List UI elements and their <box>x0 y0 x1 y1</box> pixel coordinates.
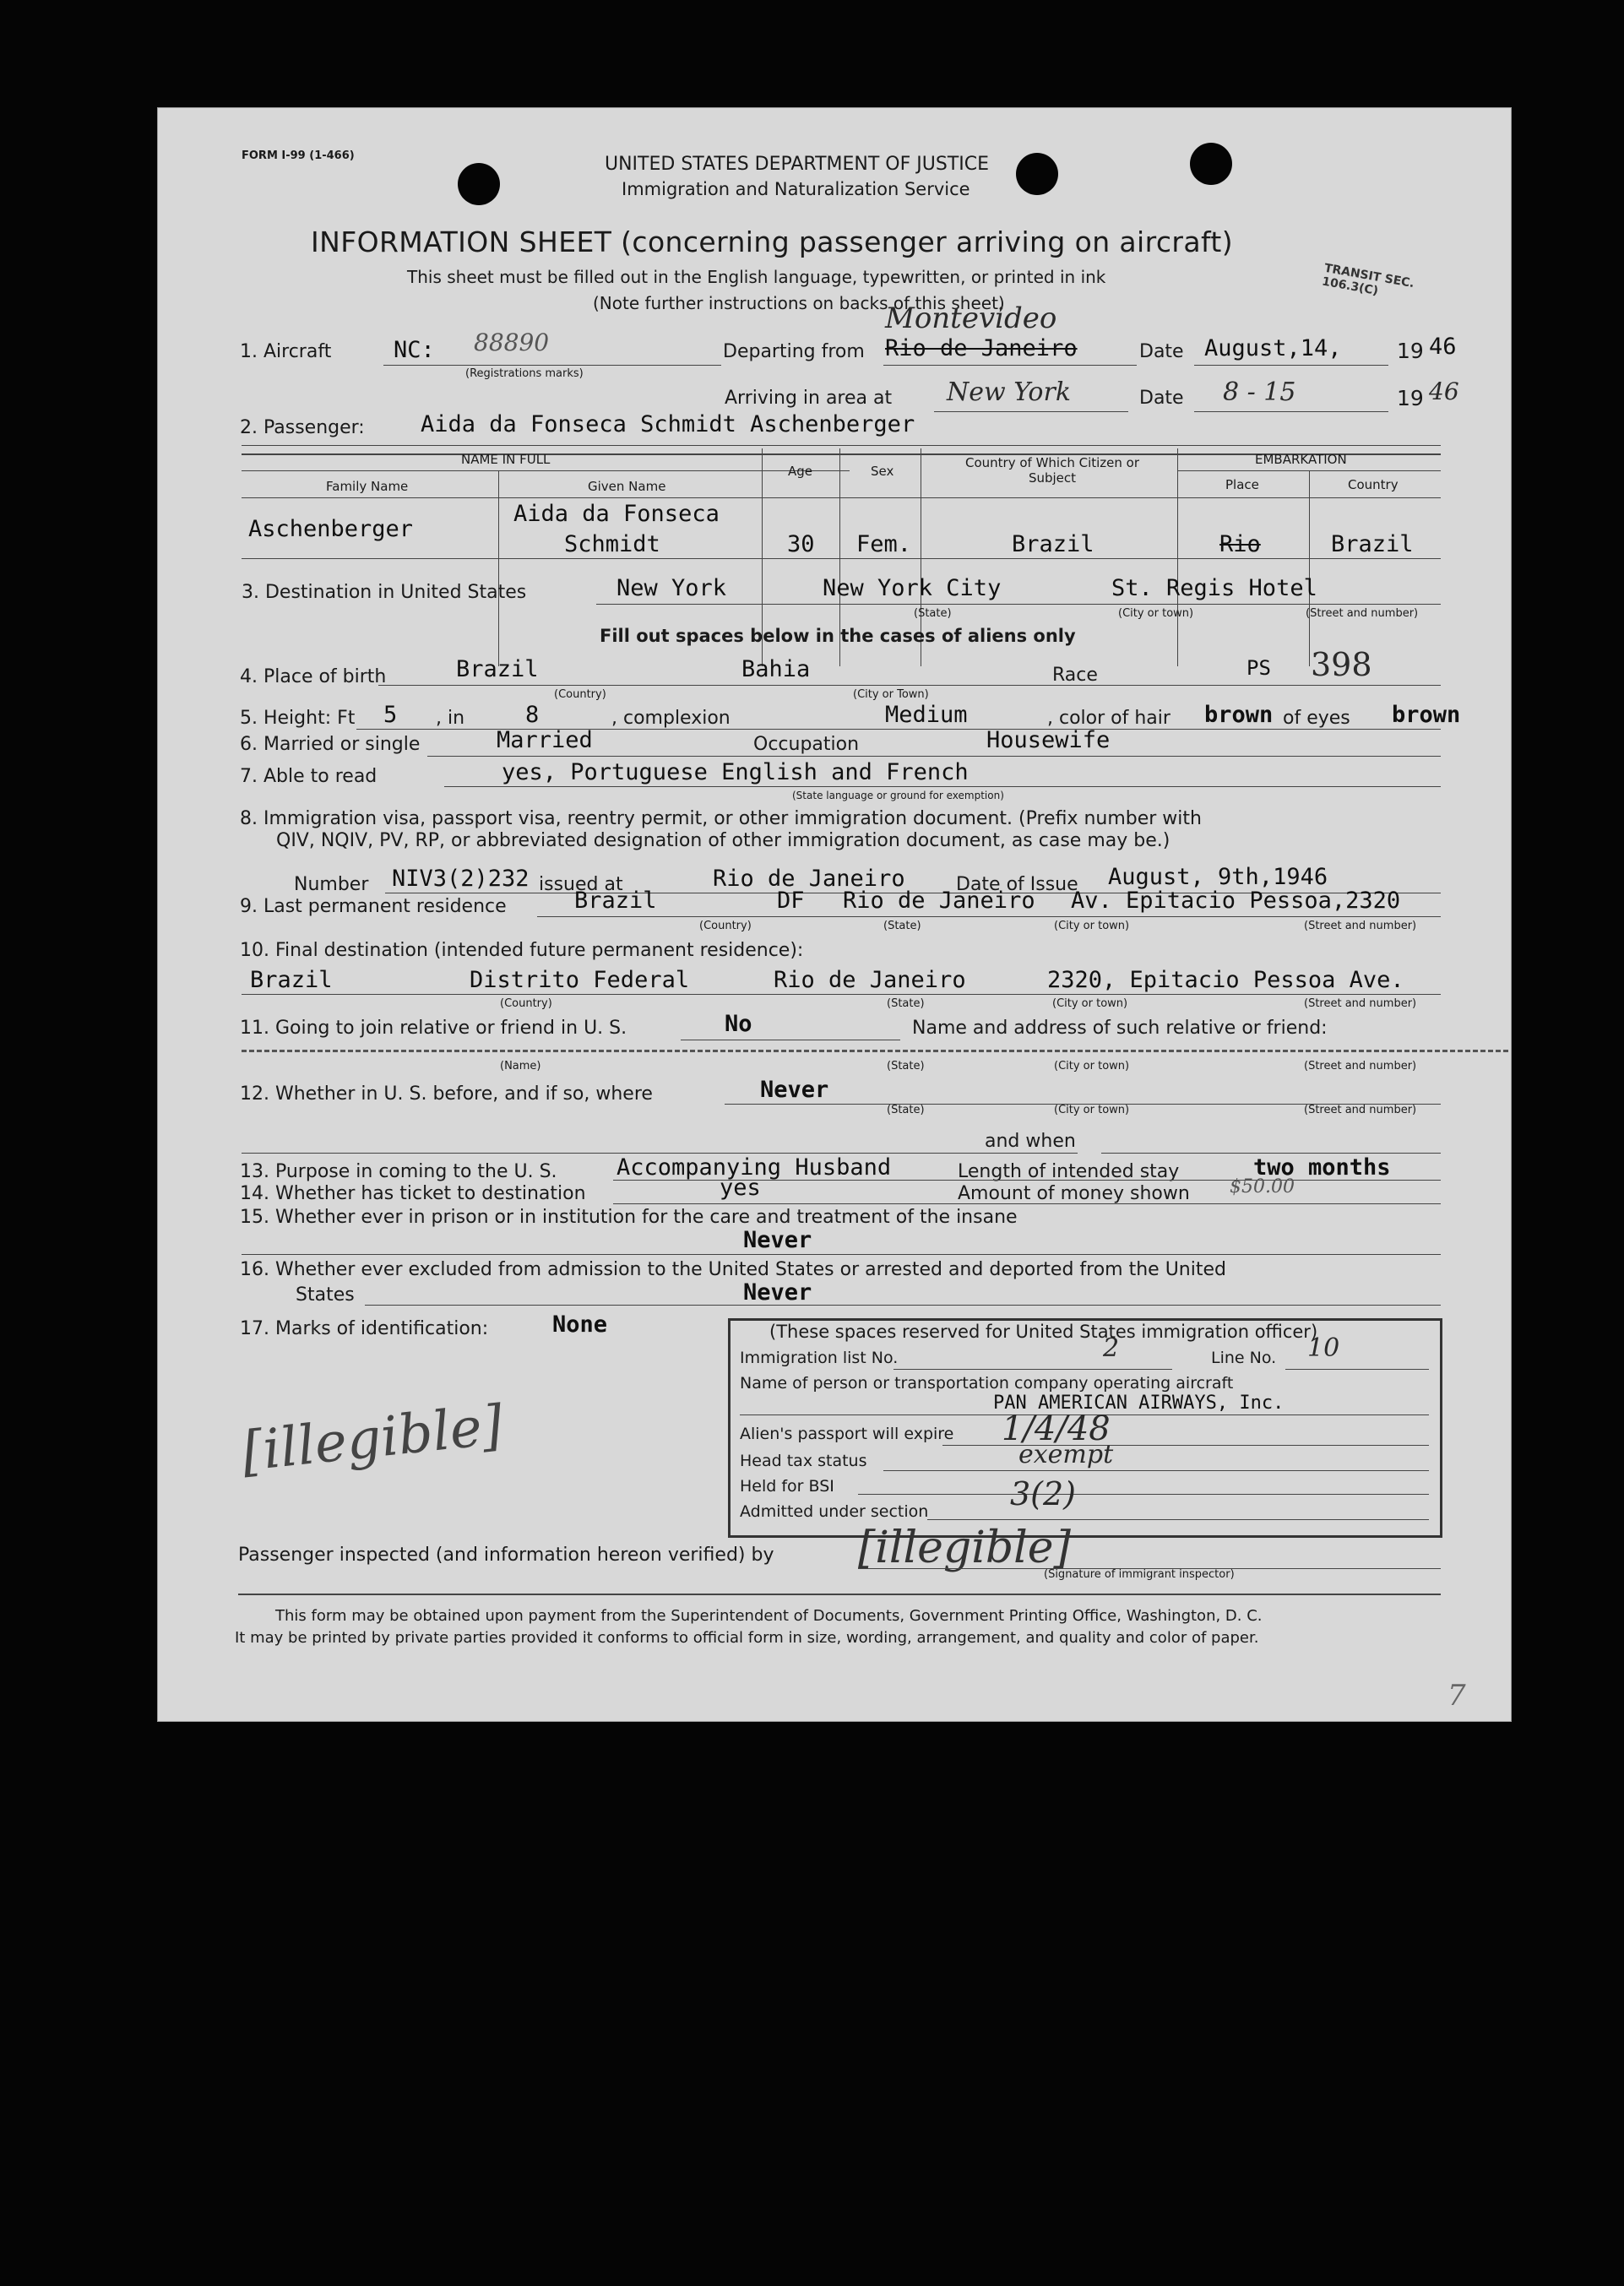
destination-state: New York <box>616 575 727 601</box>
sex: Fem. <box>856 531 912 557</box>
hair-color-label: , color of hair <box>1047 708 1170 729</box>
age-header: Age <box>788 464 813 479</box>
service-name: Immigration and Naturalization Service <box>622 179 970 199</box>
final-country-caption: (Country) <box>500 997 552 1010</box>
residence-country: Brazil <box>574 888 657 914</box>
residence-street: Av. Epitacio Pessoa,2320 <box>1071 888 1401 914</box>
footer-line-1: This form may be obtained upon payment from the Superintendent of Documents, Government Printing Office, Washington, D. C. <box>275 1607 1263 1625</box>
passport-expire-label: Alien's passport will expire <box>740 1425 954 1443</box>
immigration-list-value: 2 <box>1103 1333 1120 1363</box>
visa-number: NIV3(2)232 <box>392 866 530 892</box>
form-title: INFORMATION SHEET (concerning passenger arriving on aircraft) <box>311 225 1234 258</box>
officer-box-title: (These spaces reserved for United States immigration officer) <box>769 1322 1318 1342</box>
hair-color: brown <box>1204 702 1274 728</box>
destination-label: 3. Destination in United States <box>242 582 527 603</box>
eye-color: brown <box>1392 702 1461 728</box>
relative-dash-line <box>242 1050 1508 1052</box>
inspector-signature: [illegible] <box>858 1523 1071 1573</box>
relative-state-caption: (State) <box>887 1060 925 1072</box>
read-label: 7. Able to read <box>240 766 377 787</box>
sex-header: Sex <box>871 464 894 479</box>
race-number: 398 <box>1311 646 1372 683</box>
join-relative-value: No <box>725 1011 752 1037</box>
family-name-header: Family Name <box>326 479 409 494</box>
languages-read: yes, Portuguese English and French <box>502 759 969 785</box>
stay-label: Length of intended stay <box>958 1161 1180 1182</box>
head-tax-label: Head tax status <box>740 1452 867 1470</box>
inspector-signature-caption: (Signature of immigrant inspector) <box>1044 1568 1235 1581</box>
department-name: UNITED STATES DEPARTMENT OF JUSTICE <box>605 154 990 175</box>
birth-country-caption: (Country) <box>554 688 606 701</box>
inspected-label: Passenger inspected (and information hereon verified) by <box>238 1545 774 1566</box>
visa-issued-at: Rio de Janeiro <box>713 866 905 892</box>
punch-hole <box>1190 143 1232 185</box>
relative-name-label: Name and address of such relative or friend: <box>912 1018 1328 1039</box>
page-mark: 7 <box>1447 1679 1466 1713</box>
marital-status: Married <box>497 727 593 753</box>
birth-country: Brazil <box>456 656 539 682</box>
previous-visit-value: Never <box>760 1077 829 1103</box>
visa-line-2: QIV, NQIV, PV, RP, or abbreviated designation of other immigration document, as case may be.) <box>276 830 1170 851</box>
instruction-2: (Note further instructions on backs of this sheet) <box>593 293 1005 313</box>
ticket-label: 14. Whether has ticket to destination <box>240 1183 586 1204</box>
final-city: Rio de Janeiro <box>774 967 966 993</box>
complexion: Medium <box>885 702 968 728</box>
arriving-value: New York <box>947 377 1071 407</box>
race-label: Race <box>1052 665 1098 686</box>
destination-street: St. Regis Hotel <box>1111 575 1317 601</box>
height-feet: 5 <box>383 702 398 728</box>
passport-expire-value: 1/4/48 <box>1002 1409 1111 1448</box>
punch-hole <box>458 163 500 205</box>
final-country: Brazil <box>250 967 333 993</box>
held-bsi-label: Held for BSI <box>740 1477 834 1496</box>
previous-visit-state-caption: (State) <box>887 1104 925 1116</box>
aircraft-registration: 88890 <box>474 329 550 356</box>
marks-label: 17. Marks of identification: <box>240 1318 489 1339</box>
immigration-list-label: Immigration list No. <box>740 1349 899 1367</box>
final-state: Distrito Federal <box>470 967 690 993</box>
line-no-label: Line No. <box>1211 1349 1277 1367</box>
departing-value: Rio de Janeiro <box>885 335 1078 361</box>
previous-visit-street-caption: (Street and number) <box>1304 1104 1417 1116</box>
arriving-label: Arriving in area at <box>725 388 893 409</box>
admitted-section: 3(2) <box>1010 1475 1077 1512</box>
relative-street-caption: (Street and number) <box>1304 1060 1417 1072</box>
departure-date: August,14, <box>1204 335 1342 361</box>
birth-city: Bahia <box>741 656 811 682</box>
relative-city-caption: (City or town) <box>1054 1060 1130 1072</box>
passenger-label: 2. Passenger: <box>240 417 365 438</box>
registration-caption: (Registrations marks) <box>465 367 584 380</box>
height-inches: 8 <box>525 702 540 728</box>
visa-date-label: Date of Issue <box>956 874 1078 895</box>
name-in-full-header: NAME IN FULL <box>461 452 551 467</box>
given-name-header: Given Name <box>588 479 666 494</box>
stay-value: two months <box>1253 1154 1391 1181</box>
complexion-label: , complexion <box>611 708 731 729</box>
birth-city-caption: (City or Town) <box>853 688 929 701</box>
race-value: PS <box>1247 656 1271 680</box>
date-label: Date <box>1139 341 1184 362</box>
last-residence-label: 9. Last permanent residence <box>240 896 507 917</box>
passenger-name: Aida da Fonseca Schmidt Aschenberger <box>421 411 915 437</box>
excluded-line-2: States <box>296 1284 355 1306</box>
head-tax-value: exempt <box>1018 1440 1114 1469</box>
purpose-label: 13. Purpose in coming to the U. S. <box>240 1161 557 1182</box>
residence-country-caption: (Country) <box>699 920 752 932</box>
arrival-year-prefix: 19 <box>1397 386 1424 410</box>
transit-stamp: TRANSIT SEC. 106.3(C) <box>1321 261 1415 298</box>
citizen-country: Brazil <box>1012 531 1094 557</box>
final-street: 2320, Epitacio Pessoa Ave. <box>1047 967 1404 993</box>
previous-visit-city-caption: (City or town) <box>1054 1104 1130 1116</box>
family-name: Aschenberger <box>248 516 414 542</box>
marks-value: None <box>552 1311 608 1338</box>
destination-state-caption: (State) <box>914 607 952 620</box>
departing-handwritten: Montevideo <box>885 301 1057 335</box>
residence-street-caption: (Street and number) <box>1304 920 1417 932</box>
embarkation-place: Rio <box>1219 531 1261 557</box>
carrier-value: PAN AMERICAN AIRWAYS, Inc. <box>993 1393 1285 1414</box>
destination-street-caption: (Street and number) <box>1306 607 1419 620</box>
year-prefix: 19 <box>1397 339 1424 363</box>
final-city-caption: (City or town) <box>1052 997 1128 1010</box>
punch-hole <box>1016 153 1058 195</box>
residence-city: Rio de Janeiro <box>843 888 1035 914</box>
purpose-value: Accompanying Husband <box>616 1154 892 1181</box>
ticket-value: yes <box>720 1175 761 1201</box>
excluded-line-1: 16. Whether ever excluded from admission to the United States or arrested and deported from the United <box>240 1259 1226 1280</box>
height-label: 5. Height: Ft <box>240 708 356 729</box>
height-inches-label: , in <box>436 708 465 729</box>
birthplace-label: 4. Place of birth <box>240 666 387 687</box>
prison-label: 15. Whether ever in prison or in institution for the care and treatment of the insane <box>240 1207 1018 1228</box>
footer-line-2: It may be printed by private parties provided it conforms to official form in size, wording, arrangement, and quality and color of paper. <box>235 1629 1259 1647</box>
place-header: Place <box>1225 477 1259 492</box>
departure-year: 46 <box>1429 334 1457 360</box>
final-destination-label: 10. Final destination (intended future permanent residence): <box>240 940 804 961</box>
arrival-date-label: Date <box>1139 388 1184 409</box>
arrival-date: 8 - 15 <box>1223 377 1296 407</box>
residence-city-caption: (City or town) <box>1054 920 1130 932</box>
languages-caption: (State language or ground for exemption) <box>792 790 1004 801</box>
destination-city-caption: (City or town) <box>1118 607 1194 620</box>
visa-date: August, 9th,1946 <box>1108 864 1328 890</box>
embarkation-country: Brazil <box>1331 531 1414 557</box>
visa-issued-label: issued at <box>539 874 623 895</box>
instruction-1: This sheet must be filled out in the English language, typewritten, or printed in ink <box>407 267 1106 287</box>
prison-value: Never <box>743 1227 812 1253</box>
residence-state: DF <box>777 888 805 914</box>
citizen-header: Country of Which Citizen or Subject <box>964 455 1140 486</box>
previous-visit-label: 12. Whether in U. S. before, and if so, where <box>240 1083 653 1105</box>
handwritten-note: [illegible] <box>238 1394 506 1484</box>
destination-city: New York City <box>823 575 1002 601</box>
join-relative-label: 11. Going to join relative or friend in U. S. <box>240 1018 627 1039</box>
admitted-label: Admitted under section <box>740 1502 929 1521</box>
eye-color-label: of eyes <box>1283 708 1350 729</box>
final-street-caption: (Street and number) <box>1304 997 1417 1010</box>
money-label: Amount of money shown <box>958 1183 1190 1204</box>
given-name-line-1: Aida da Fonseca <box>513 501 720 527</box>
marital-label: 6. Married or single <box>240 734 421 755</box>
aircraft-prefix: NC: <box>394 337 435 363</box>
when-label: and when <box>985 1131 1076 1152</box>
country-header: Country <box>1348 477 1399 492</box>
given-name-line-2: Schmidt <box>564 531 660 557</box>
age: 30 <box>787 531 815 557</box>
visa-line-1: 8. Immigration visa, passport visa, reentry permit, or other immigration document. (Prefix number with <box>240 808 1202 829</box>
occupation-label: Occupation <box>753 734 860 755</box>
occupation: Housewife <box>986 727 1111 753</box>
carrier-label: Name of person or transportation company operating aircraft <box>740 1374 1234 1393</box>
embarkation-header: EMBARKATION <box>1255 452 1347 467</box>
line-no-value: 10 <box>1307 1333 1340 1363</box>
arrival-year: 46 <box>1429 377 1459 405</box>
aliens-note: Fill out spaces below in the cases of aliens only <box>600 626 1076 646</box>
form-code: FORM I-99 (1-466) <box>242 149 355 162</box>
relative-name-caption: (Name) <box>500 1060 541 1072</box>
money-value: $50.00 <box>1230 1176 1295 1197</box>
residence-state-caption: (State) <box>883 920 921 932</box>
departing-label: Departing from <box>723 341 865 362</box>
excluded-value: Never <box>743 1279 812 1306</box>
final-state-caption: (State) <box>887 997 925 1010</box>
information-sheet <box>157 107 1512 1722</box>
aircraft-label: 1. Aircraft <box>240 341 332 362</box>
visa-number-label: Number <box>294 874 369 895</box>
